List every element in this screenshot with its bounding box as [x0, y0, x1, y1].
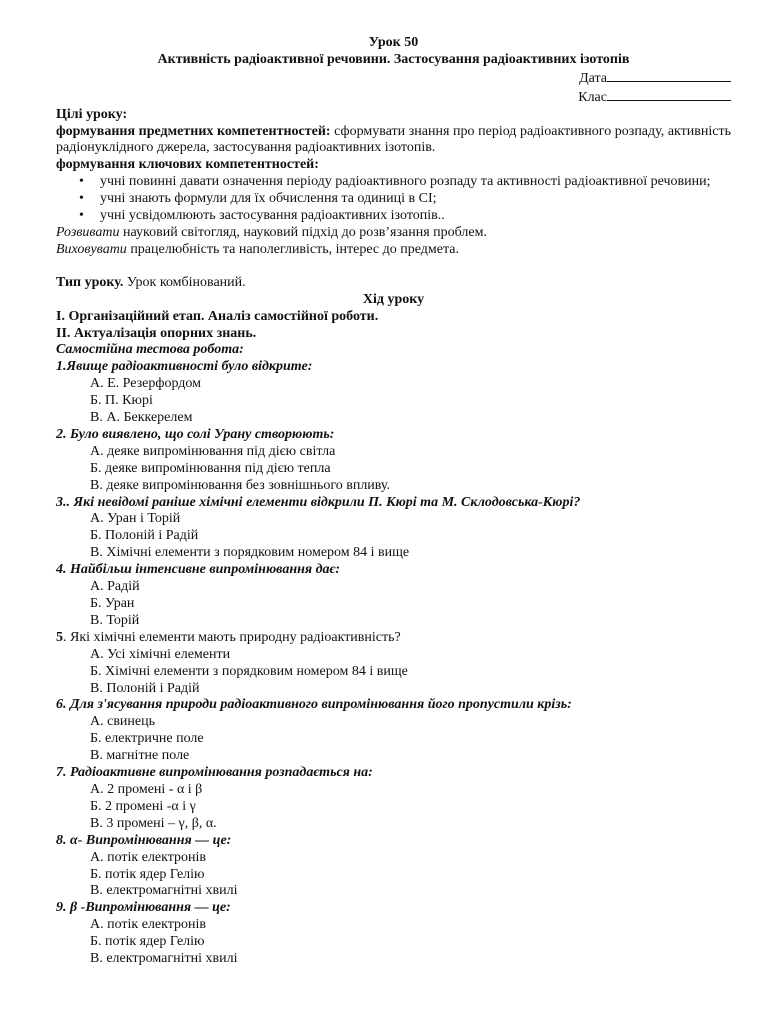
option: В. деяке випромінювання без зовнішнього впливу. [90, 477, 391, 493]
class-blank [607, 88, 731, 101]
option: А. Е. Резерфордом [90, 376, 201, 392]
option: Б. деяке випромінювання під дією тепла [90, 460, 331, 476]
date-blank [607, 69, 731, 82]
options-list [56, 511, 731, 562]
key-competences-label: формування ключових компетентностей: [56, 157, 319, 173]
option: Б. Уран [90, 596, 135, 611]
class-line [56, 88, 731, 107]
option: А. потік електронів [90, 917, 207, 933]
option: А. Уран і Торій [90, 511, 181, 527]
develop-label: Розвивати [56, 224, 120, 240]
option: Б. П. Кюрі [90, 393, 153, 409]
competences-list [56, 174, 731, 225]
lesson-title: Активність радіоактивної речовини. Застосування радіоактивних ізотопів [157, 51, 630, 67]
question: 1.Явище радіоактивності було відкрите: [56, 359, 313, 375]
option: В. Хімічні елементи з порядковим номером 84 і вище [90, 545, 410, 561]
option: Б. електричне поле [90, 731, 204, 747]
test-title: Самостійна тестова робота: [56, 342, 244, 358]
options-list [56, 376, 731, 427]
question-text: . Які хімічні елементи мають природну радіоактивність? [63, 629, 401, 645]
date-label: Дата [579, 70, 607, 86]
options-list [56, 917, 731, 968]
question: 2. Було виявлено, що солі Урану створюють: [56, 426, 335, 442]
course-heading: Хід уроку [362, 291, 425, 307]
class-label: Клас [578, 89, 607, 105]
spacer [56, 259, 731, 275]
option: В. Полоній і Радій [90, 680, 200, 696]
option: Б. потік ядер Гелію [90, 934, 205, 950]
option: В. Торій [90, 612, 140, 628]
options-list [56, 782, 731, 833]
question [56, 630, 731, 647]
option: Б. Хімічні елементи з порядковим номером 84 і вище [90, 663, 408, 679]
document-body [56, 35, 731, 968]
lesson-type [56, 275, 731, 292]
question: 9. β -Випромінювання — це: [56, 900, 231, 916]
options-list [56, 579, 731, 630]
question: 4. Найбільш інтенсивне випромінювання дає: [56, 562, 340, 578]
option: В. електромагнітні хвилі [90, 883, 238, 899]
question: 7. Радіоактивне випромінювання розпадається на: [56, 765, 373, 781]
options-list [56, 850, 731, 901]
question-number: 5 [56, 629, 63, 645]
options-list [56, 444, 731, 495]
option: В. магнітне поле [90, 748, 190, 764]
stage-1: І. Організаційний етап. Аналіз самостійної роботи. [56, 308, 379, 324]
lesson-number: Урок 50 [368, 35, 419, 50]
question: 6. Для з'ясування природи радіоактивного випромінювання його пропустили крізь: [56, 697, 572, 713]
lesson-type-label: Тип уроку. [56, 274, 124, 290]
option: А. Усі хімічні елементи [90, 646, 231, 662]
date-line [56, 69, 731, 88]
option: А. свинець [90, 714, 156, 730]
educate-goal [56, 242, 731, 259]
question: 3.. Які невідомі раніше хімічні елементи відкрили П. Кюрі та М. Склодовська-Кюрі? [56, 494, 581, 510]
question: 8. α- Випромінювання — це: [56, 832, 232, 848]
lesson-type-value: Урок комбінований. [123, 274, 246, 290]
option: А. деяке випромінювання під дією світла [90, 443, 336, 459]
list-item: • учні повинні давати означення періоду радіоактивного розпаду та активності радіоактивної речовини; [100, 174, 731, 191]
subject-competences-text: сформувати знання про період радіоактивного розпаду, активність радіонуклідного джерела, застосування радіоактивних ізотопів. [56, 123, 731, 156]
educate-label: Виховувати [56, 241, 127, 257]
option: А. 2 промені - α і β [90, 781, 203, 797]
stage-2: ІІ. Актуалізація опорних знань. [56, 325, 257, 341]
list-item: • учні знають формули для їх обчислення та одиниці в СІ; [100, 191, 731, 208]
option: Б. потік ядер Гелію [90, 866, 205, 882]
develop-goal [56, 225, 731, 242]
option: В. 3 промені – γ, β, α. [90, 815, 217, 831]
list-item: • учні усвідомлюють застосування радіоактивних ізотопів.. [100, 208, 731, 225]
option: Б. 2 промені -α і γ [90, 798, 196, 814]
subject-competences-label: формування предметних компетентностей: [56, 123, 331, 139]
option: Б. Полоній і Радій [90, 528, 199, 544]
options-list [56, 647, 731, 698]
option: А. потік електронів [90, 849, 207, 865]
develop-text: науковий світогляд, науковий підхід до розв’язання проблем. [119, 224, 487, 240]
option: В. А. Беккерелем [90, 410, 193, 426]
options-list [56, 714, 731, 765]
goals-heading: Цілі уроку: [56, 106, 128, 122]
option: В. електромагнітні хвилі [90, 951, 238, 967]
educate-text: працелюбність та наполегливість, інтерес до предмета. [126, 241, 459, 257]
option: А. Радій [90, 579, 140, 595]
subject-competences [56, 124, 731, 158]
